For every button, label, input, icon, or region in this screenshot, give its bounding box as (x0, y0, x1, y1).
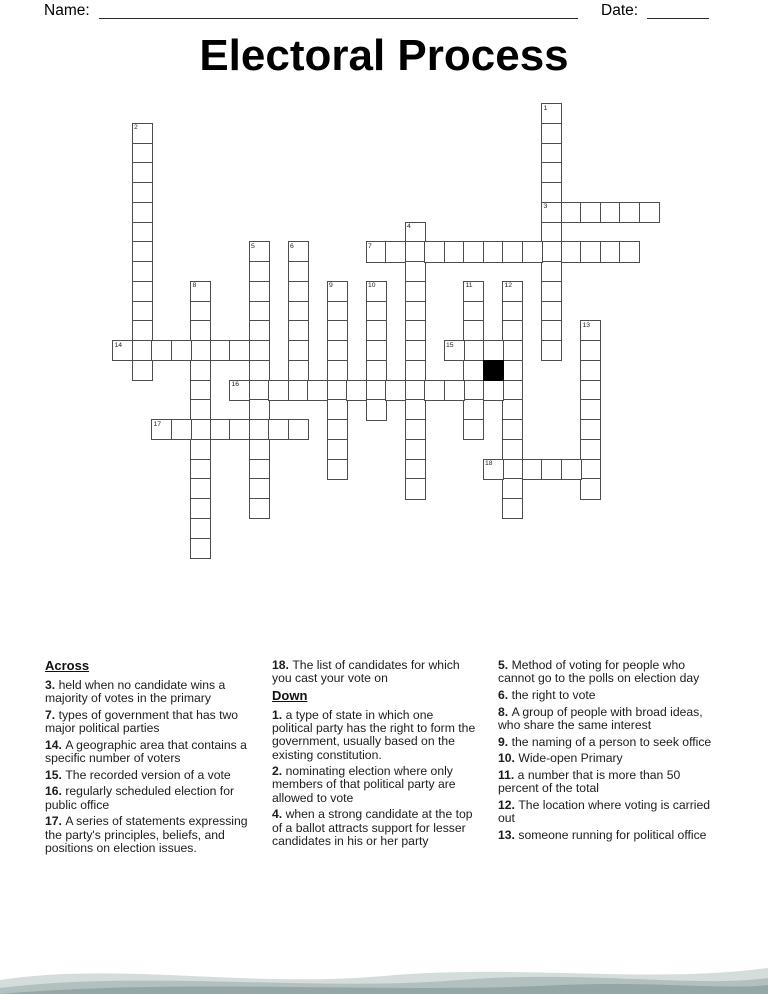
grid-cell (132, 202, 153, 223)
grid-cell (561, 202, 582, 223)
grid-cell (268, 380, 289, 401)
grid-cell (444, 241, 465, 262)
clue-number: 5. (498, 658, 512, 672)
grid-cell (132, 143, 153, 164)
grid-cell (190, 320, 211, 341)
clue-number: 17. (45, 814, 66, 829)
cell-number: 17 (153, 420, 162, 428)
clue-number: 12. (498, 797, 519, 812)
grid-cell (541, 182, 562, 203)
grid-cell (132, 162, 153, 183)
grid-cell (229, 380, 250, 401)
grid-cell (132, 261, 153, 282)
clue-text: types of government that has two major political parties (45, 707, 239, 736)
grid-cell (249, 478, 270, 499)
grid-cell (541, 340, 562, 361)
grid-cell (405, 261, 426, 282)
grid-cell (561, 459, 582, 480)
grid-cell (541, 222, 562, 243)
grid-cell (288, 261, 309, 282)
grid-cell (405, 459, 426, 480)
grid-cell (424, 241, 445, 262)
page-title: Electoral Process (199, 31, 569, 80)
grid-cell (405, 399, 426, 420)
grid-cell (502, 301, 523, 322)
grid-cell (132, 360, 153, 381)
grid-cell (132, 222, 153, 243)
grid-cell (132, 320, 153, 341)
footer-wave-graphic (0, 954, 768, 994)
down-header: Down (272, 687, 308, 703)
clue-16 (45, 785, 261, 811)
cell-number: 2 (134, 124, 138, 132)
grid-cell (580, 241, 601, 262)
grid-cell (463, 241, 484, 262)
grid-cell (249, 340, 270, 361)
grid-cell (366, 340, 387, 361)
cell-number: 12 (504, 282, 513, 290)
clue-1 (272, 709, 476, 762)
clue-number: 15. (45, 767, 66, 782)
grid-cell (132, 301, 153, 322)
clue-column-3 (498, 659, 722, 845)
clue-3 (45, 679, 261, 705)
cell-number: 15 (446, 341, 454, 349)
grid-cell (639, 202, 660, 223)
clue-text: A group of people with broad ideas, who share the same interest (498, 704, 703, 732)
clue-text: the naming of a person to seek office (511, 734, 712, 749)
cell-number: 18 (485, 460, 493, 467)
clue-18 (272, 659, 476, 685)
grid-cell (541, 162, 562, 183)
grid-cell (385, 380, 406, 401)
clue-text: nominating election where only members of that political party are allowed to vote (272, 764, 456, 805)
grid-cell (580, 459, 601, 480)
clue-number: 14. (45, 737, 66, 752)
grid-cell (366, 380, 387, 401)
grid-cell (249, 360, 270, 381)
cell-number: 8 (192, 282, 197, 290)
grid-cell (463, 340, 484, 361)
grid-cell (580, 478, 601, 499)
grid-cell (327, 281, 348, 302)
grid-cell (288, 360, 309, 381)
clue-text: a number that is more than 50 percent of the total (498, 767, 681, 796)
grid-cell (502, 439, 523, 460)
clue-number: 16. (45, 784, 66, 799)
clue-17 (45, 815, 261, 855)
clue-6 (498, 689, 722, 702)
clue-text: A geographic area that contains a specific number of voters (45, 737, 247, 766)
black-cell (483, 360, 504, 381)
grid-cell (502, 380, 523, 401)
grid-cell (619, 241, 640, 262)
grid-cell (541, 320, 562, 341)
cell-number: 16 (231, 381, 240, 388)
grid-cell (366, 301, 387, 322)
clue-15 (45, 769, 261, 782)
grid-cell (600, 241, 621, 262)
grid-cell (288, 281, 309, 302)
clue-number: 6. (498, 687, 512, 702)
clue-text: when a strong candidate at the top of a ballot attracts support for lesser candidates in his or her party (272, 807, 473, 848)
grid-cell (580, 399, 601, 420)
grid-cell (600, 202, 621, 223)
grid-cell (249, 439, 270, 460)
cell-number: 10 (368, 282, 376, 290)
grid-cell (483, 241, 504, 262)
grid-cell (502, 478, 523, 499)
grid-cell (541, 143, 562, 164)
clue-text: someone running for political office (518, 827, 707, 842)
grid-cell (190, 281, 211, 302)
grid-cell (541, 281, 562, 302)
grid-cell (249, 241, 270, 262)
grid-cell (190, 498, 211, 519)
grid-cell (132, 123, 153, 144)
grid-cell (405, 380, 426, 401)
grid-cell (405, 222, 426, 243)
grid-cell (132, 281, 153, 302)
clue-text: held when no candidate wins a majority of votes in the primary (45, 678, 226, 706)
grid-cell (327, 301, 348, 322)
clue-number: 10. (498, 751, 519, 766)
grid-cell (229, 340, 250, 361)
grid-cell (444, 380, 465, 401)
grid-cell (561, 241, 582, 262)
grid-cell (502, 320, 523, 341)
cell-number: 1 (543, 104, 548, 112)
crossword-grid (112, 103, 660, 559)
grid-cell (463, 419, 484, 440)
grid-cell (463, 380, 484, 401)
grid-cell (405, 320, 426, 341)
date-label: Date: (601, 2, 639, 19)
clue-11 (498, 769, 722, 795)
grid-cell (112, 340, 133, 361)
grid-cell (502, 241, 523, 262)
grid-cell (190, 518, 211, 539)
clue-2 (272, 765, 476, 805)
grid-cell (483, 340, 504, 361)
grid-cell (463, 320, 484, 341)
name-label: Name: (44, 2, 90, 19)
cell-number: 13 (582, 321, 591, 329)
clue-7 (45, 709, 261, 735)
grid-cell (190, 478, 211, 499)
grid-cell (541, 261, 562, 282)
clue-column-1 (45, 659, 261, 858)
grid-cell (249, 281, 270, 302)
grid-cell (502, 281, 523, 302)
grid-cell (288, 241, 309, 262)
grid-cell (327, 380, 348, 401)
grid-cell (327, 340, 348, 361)
grid-cell (249, 320, 270, 341)
grid-cell (502, 459, 523, 480)
grid-cell (249, 380, 270, 401)
grid-cell (405, 478, 426, 499)
grid-cell (190, 340, 211, 361)
grid-cell (541, 301, 562, 322)
grid-cell (522, 459, 543, 480)
clue-10 (498, 752, 722, 765)
clue-column-2 (272, 659, 476, 851)
grid-cell (366, 399, 387, 420)
grid-cell (132, 340, 153, 361)
grid-cell (463, 281, 484, 302)
clue-number: 13. (498, 827, 519, 842)
clue-number: 1. (272, 707, 286, 722)
grid-cell (288, 419, 309, 440)
clue-number: 9. (498, 734, 512, 749)
grid-cell (190, 301, 211, 322)
grid-cell (190, 419, 211, 440)
grid-cell (463, 360, 484, 381)
grid-cell (190, 399, 211, 420)
clue-text: a type of state in which one political party has the right to form the government, usually based on the existing constitution. (272, 707, 476, 762)
grid-cell (483, 459, 504, 480)
grid-cell (580, 380, 601, 401)
grid-cell (502, 340, 523, 361)
grid-cell (327, 459, 348, 480)
clue-13 (498, 829, 722, 842)
grid-cell (210, 340, 231, 361)
grid-cell (327, 320, 348, 341)
grid-cell (580, 202, 601, 223)
grid-cell (405, 360, 426, 381)
clue-text: The location where voting is carried out (498, 797, 711, 826)
grid-cell (190, 538, 211, 559)
grid-cell (366, 360, 387, 381)
grid-cell (405, 419, 426, 440)
grid-cell (580, 439, 601, 460)
cell-number: 14 (114, 341, 123, 349)
grid-cell (327, 439, 348, 460)
grid-cell (541, 241, 562, 262)
grid-cell (444, 340, 465, 361)
grid-cell (424, 380, 445, 401)
grid-cell (249, 261, 270, 282)
clue-text: The list of candidates for which you cast your vote on (272, 658, 460, 686)
grid-cell (405, 281, 426, 302)
cell-number: 4 (407, 223, 411, 230)
clue-9 (498, 736, 722, 749)
grid-cell (405, 301, 426, 322)
grid-cell (249, 459, 270, 480)
grid-cell (366, 320, 387, 341)
grid-cell (580, 360, 601, 381)
cell-number: 9 (329, 282, 333, 290)
clue-number: 18. (272, 658, 293, 672)
grid-cell (190, 380, 211, 401)
grid-cell (249, 498, 270, 519)
clue-4 (272, 808, 476, 848)
cell-number: 7 (368, 242, 372, 250)
grid-cell (385, 241, 406, 262)
name-blank-line (99, 1, 578, 19)
grid-cell (288, 320, 309, 341)
grid-cell (249, 399, 270, 420)
grid-cell (288, 380, 309, 401)
date-blank-line (647, 1, 709, 19)
clue-text: Method of voting for people who cannot go to the polls on election day (498, 658, 700, 686)
grid-cell (190, 439, 211, 460)
cell-number: 3 (543, 203, 548, 211)
grid-cell (249, 301, 270, 322)
grid-cell (346, 380, 367, 401)
cell-number: 6 (290, 242, 294, 250)
clue-number: 7. (45, 707, 59, 722)
clue-text: A series of statements expressing the party's principles, beliefs, and positions on election issues. (45, 814, 248, 855)
grid-cell (307, 380, 328, 401)
grid-cell (327, 399, 348, 420)
grid-cell (405, 340, 426, 361)
grid-cell (327, 360, 348, 381)
grid-cell (580, 419, 601, 440)
clue-number: 2. (272, 764, 286, 779)
grid-cell (502, 360, 523, 381)
grid-cell (132, 241, 153, 262)
clue-8 (498, 706, 722, 732)
clue-number: 3. (45, 678, 59, 692)
clue-number: 4. (272, 807, 286, 822)
grid-cell (132, 182, 153, 203)
grid-cell (405, 439, 426, 460)
grid-cell (463, 301, 484, 322)
clue-14 (45, 739, 261, 765)
grid-cell (190, 360, 211, 381)
clue-text: Wide-open Primary (518, 751, 623, 766)
grid-cell (541, 459, 562, 480)
grid-cell (580, 340, 601, 361)
grid-cell (483, 380, 504, 401)
grid-cell (171, 419, 192, 440)
grid-cell (288, 340, 309, 361)
clue-12 (498, 799, 722, 825)
grid-cell (541, 123, 562, 144)
cell-number: 11 (465, 282, 473, 290)
grid-cell (522, 241, 543, 262)
grid-cell (190, 459, 211, 480)
clue-number: 8. (498, 704, 512, 719)
grid-cell (327, 419, 348, 440)
grid-cell (580, 320, 601, 341)
grid-cell (151, 419, 172, 440)
grid-cell (249, 419, 270, 440)
grid-cell (405, 241, 426, 262)
clue-5 (498, 659, 722, 685)
grid-cell (268, 419, 289, 440)
grid-cell (288, 301, 309, 322)
clue-number: 11. (498, 767, 518, 782)
grid-cell (229, 419, 250, 440)
grid-cell (502, 399, 523, 420)
grid-cell (541, 202, 562, 223)
grid-cell (502, 498, 523, 519)
across-header: Across (45, 658, 90, 673)
grid-cell (619, 202, 640, 223)
grid-cell (502, 419, 523, 440)
clue-text: The recorded version of a vote (65, 767, 231, 782)
grid-cell (210, 419, 231, 440)
clue-text: the right to vote (511, 687, 596, 702)
grid-cell (366, 281, 387, 302)
grid-cell (541, 103, 562, 124)
grid-cell (151, 340, 172, 361)
clue-text: regularly scheduled election for public office (45, 784, 235, 812)
grid-cell (463, 399, 484, 420)
grid-cell (171, 340, 192, 361)
cell-number: 5 (251, 242, 255, 250)
grid-cell (366, 241, 387, 262)
